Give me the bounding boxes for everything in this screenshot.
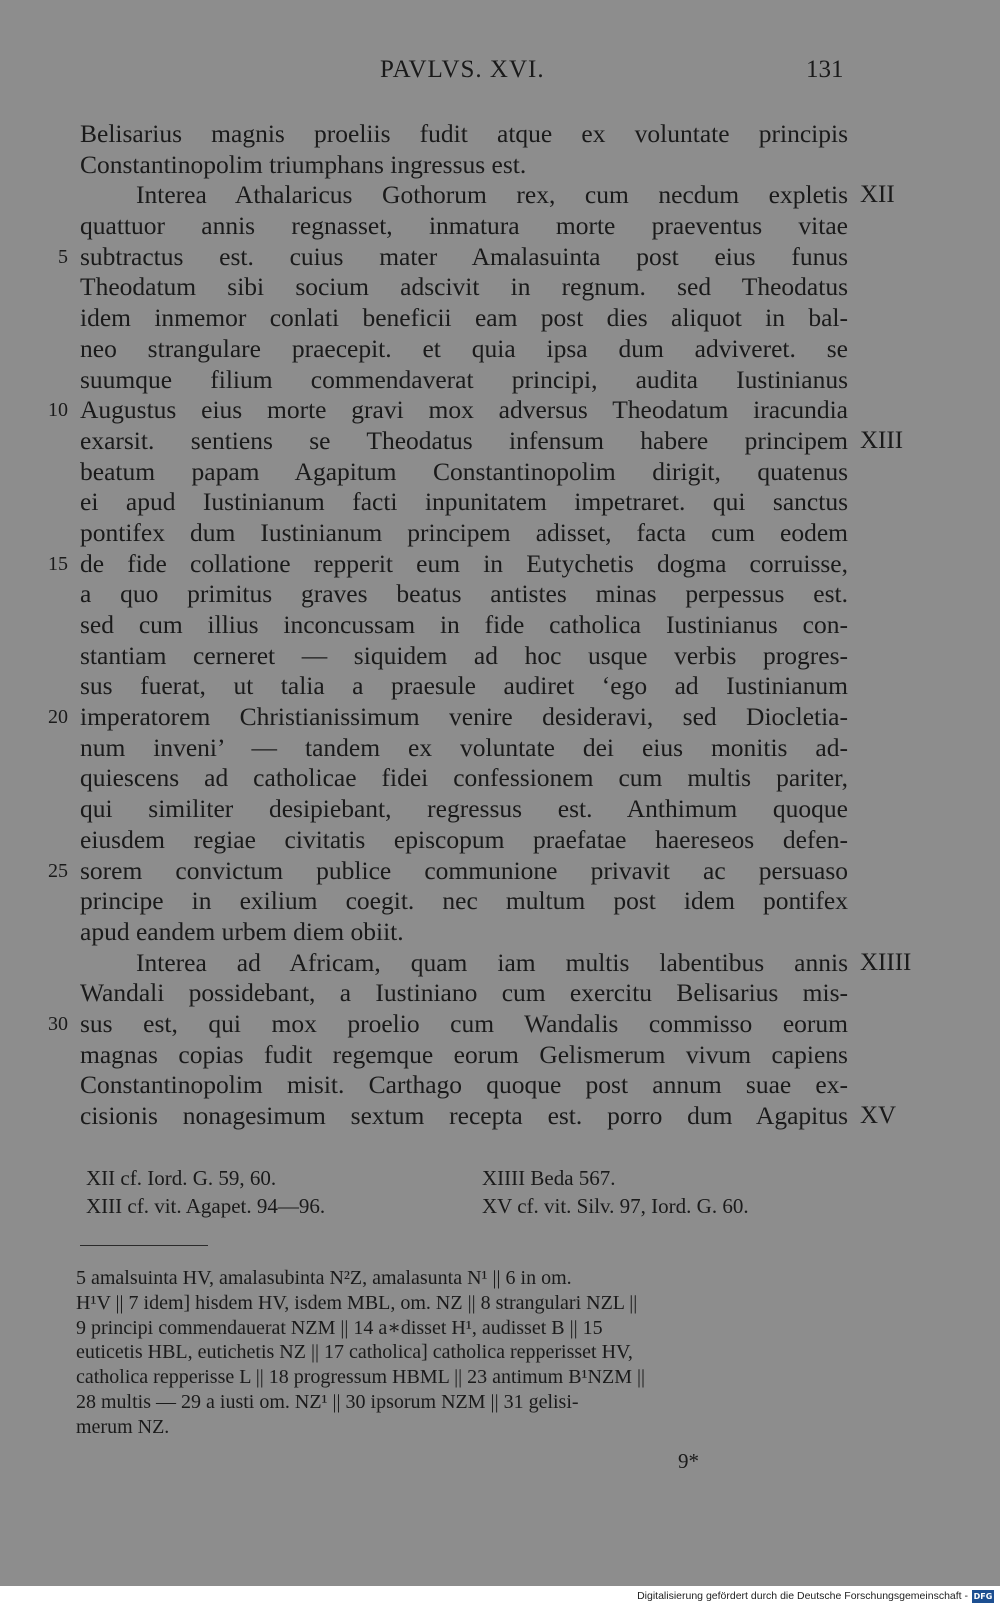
line-text: Belisarius magnis proeliis fudit atque ex voluntate principis [80, 119, 848, 148]
apparatus-line: merum NZ. [76, 1415, 170, 1438]
line-text: qui similiter desipiebant, regressus est. Anthimum quoque [80, 794, 848, 824]
page-number: 131 [806, 56, 844, 83]
line-text: exarsit. sentiens se Theodatus infensum habere principem [80, 425, 848, 455]
line-text: Interea Athalaricus Gothorum rex, cum necdum expletis [136, 180, 848, 210]
line-number: 5 [58, 245, 68, 268]
text-line [0, 334, 1000, 365]
footer [637, 1588, 994, 1604]
line-text: idem inmemor conlati beneficii eam post dies aliquot in bal- [80, 303, 848, 333]
line-text: Constantinopolim misit. Carthago quoque post annum suae ex- [80, 1070, 848, 1100]
line-text: apud eandem urbem diem obiit. [80, 916, 404, 946]
line-text: magnas copias fudit regemque eorum Gelismerum vivum capiens [80, 1039, 848, 1069]
line-number: 30 [48, 1012, 68, 1035]
line-text: beatum papam Agapitum Constantinopolim dirigit, quatenus [80, 456, 848, 486]
text-line [0, 150, 1000, 181]
line-text: sus fuerat, ut talia a praesule audiret ‘ego ad Iustinianum [80, 671, 848, 701]
line-text: quattuor annis regnasset, inmatura morte praeventus vitae [80, 211, 848, 241]
line-text: quiescens ad catholicae fidei confessionem cum multis pariter, [80, 763, 848, 793]
line-text: ei apud Iustinianum facti inpunitatem impetraret. qui sanctus [80, 487, 848, 517]
chapter-marker: XIIII [860, 948, 912, 976]
line-number: 15 [48, 552, 68, 575]
running-title: PAVLVS. XVI. [380, 56, 545, 83]
apparatus-divider [80, 1245, 208, 1246]
text-line [0, 549, 1000, 580]
text-line [0, 303, 1000, 334]
text-line [0, 487, 1000, 518]
testimonia-right: XV cf. vit. Silv. 97, Iord. G. 60. [482, 1194, 749, 1218]
line-text: Wandali possidebant, a Iustiniano cum exercitu Belisarius mis- [80, 978, 848, 1008]
line-text: sus est, qui mox proelio cum Wandalis commisso eorum [80, 1008, 848, 1038]
text-line [0, 426, 1000, 457]
text-line [0, 886, 1000, 917]
text-line [0, 579, 1000, 610]
chapter-marker: XII [860, 181, 895, 209]
testimonia-right: XIIII Beda 567. [482, 1166, 616, 1190]
signature-mark: 9* [678, 1449, 699, 1473]
line-text: suumque filium commendaverat principi, audita Iustinianus [80, 364, 848, 394]
main-text [0, 119, 1000, 1132]
line-text: pontifex dum Iustinianum principem adisset, facta cum eodem [80, 517, 848, 547]
page-header [0, 56, 1000, 88]
text-line [0, 365, 1000, 396]
apparatus-line: 9 principi commendauerat NZM || 14 a∗disset H¹, audisset B || 15 [76, 1316, 603, 1339]
text-line [0, 641, 1000, 672]
testimonia-row [0, 1166, 1000, 1194]
line-text: cisionis nonagesimum sextum recepta est. porro dum Agapitus [80, 1101, 848, 1130]
line-text: subtractus est. cuius mater Amalasuinta post eius funus [80, 241, 848, 271]
text-line [0, 518, 1000, 549]
line-text: de fide collatione repperit eum in Eutychetis dogma corruisse, [80, 548, 848, 578]
chapter-marker: XV [860, 1102, 897, 1129]
text-line [0, 395, 1000, 426]
line-text: principe in exilium coegit. nec multum post idem pontifex [80, 886, 848, 916]
testimonia [0, 1166, 1000, 1222]
line-number: 20 [48, 706, 68, 729]
line-text: sorem convictum publice communione privavit ac persuaso [80, 855, 848, 885]
text-line [0, 825, 1000, 856]
line-text: eiusdem regiae civitatis episcopum praefatae haereseos defen- [80, 824, 848, 854]
text-line [0, 948, 1000, 979]
line-text: Interea ad Africam, quam iam multis labentibus annis [136, 947, 848, 977]
footer-text: Digitalisierung gefördert durch die Deutsche Forschungsgemeinschaft - [637, 1590, 968, 1602]
line-text: stantiam cerneret — siquidem ad hoc usque verbis progres- [80, 640, 848, 670]
text-line [0, 856, 1000, 887]
chapter-marker: XIII [860, 426, 904, 454]
line-text: imperatorem Christianissimum venire desideravi, sed Diocletia- [80, 702, 848, 732]
text-line [0, 702, 1000, 733]
line-text: neo strangulare praecepit. et quia ipsa dum adviveret. se [80, 333, 848, 363]
critical-apparatus [76, 1266, 848, 1440]
text-line [0, 794, 1000, 825]
text-line [0, 733, 1000, 764]
text-line [0, 1040, 1000, 1071]
text-line [0, 457, 1000, 488]
apparatus-line: 28 multis — 29 a iusti om. NZ¹ || 30 ipsorum NZM || 31 gelisi- [76, 1390, 579, 1413]
text-line [0, 917, 1000, 948]
testimonia-left: XIII cf. vit. Agapet. 94—96. [86, 1194, 326, 1218]
text-line [0, 1070, 1000, 1101]
line-text: num inveni’ — tandem ex voluntate dei eius monitis ad- [80, 732, 848, 762]
text-line [0, 242, 1000, 273]
line-text: sed cum illius inconcussam in fide catholica Iustinianus con- [80, 610, 848, 639]
text-line [0, 671, 1000, 702]
line-text: a quo primitus graves beatus antistes minas perpessus est. [80, 579, 848, 609]
apparatus-line: catholica repperisse L || 18 progressum HBML || 23 antimum B¹NZM || [76, 1366, 645, 1389]
text-line [0, 763, 1000, 794]
line-text: Theodatum sibi socium adscivit in regnum. sed Theodatus [80, 272, 848, 302]
text-line [0, 180, 1000, 211]
apparatus-line: euticetis HBL, eutichetis NZ || 17 catholica] catholica repperisset HV, [76, 1341, 633, 1364]
text-line [0, 1009, 1000, 1040]
text-line [0, 610, 1000, 641]
text-line [0, 119, 1000, 150]
line-text: Augustus eius morte gravi mox adversus Theodatum iracundia [80, 395, 848, 425]
line-text: Constantinopolim triumphans ingressus est. [80, 149, 527, 179]
apparatus-line: H¹V || 7 idem] hisdem HV, isdem MBL, om. NZ || 8 strangulari NZL || [76, 1291, 638, 1314]
testimonia-row [0, 1194, 1000, 1222]
dfg-logo: DFG [973, 1591, 993, 1601]
line-number: 25 [48, 859, 68, 882]
text-line [0, 211, 1000, 242]
text-line [0, 978, 1000, 1009]
line-number: 10 [48, 399, 68, 422]
apparatus-line: 5 amalsuinta HV, amalasubinta N²Z, amalasunta N¹ || 6 in om. [76, 1267, 572, 1289]
testimonia-left: XII cf. Iord. G. 59, 60. [86, 1166, 277, 1190]
text-line [0, 1101, 1000, 1132]
text-line [0, 272, 1000, 303]
